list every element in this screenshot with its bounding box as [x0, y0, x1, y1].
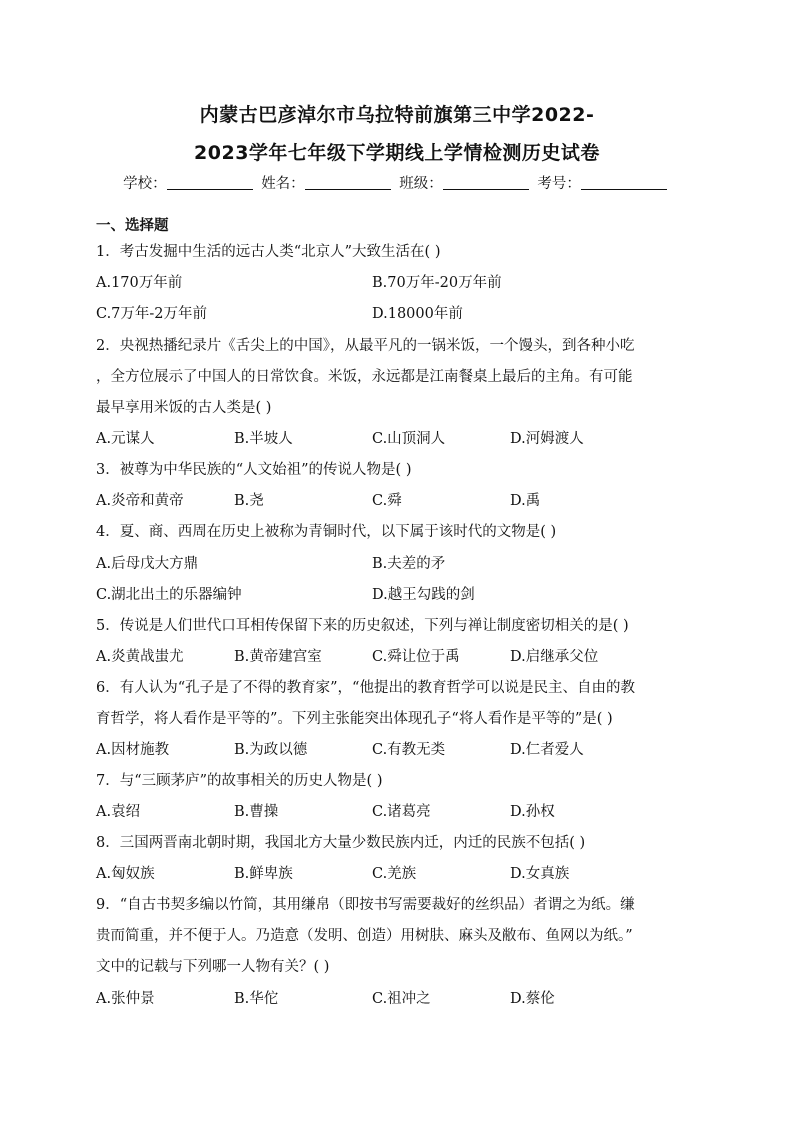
student-info-row [0, 172, 794, 193]
school-label: 学校： [123, 176, 167, 192]
q3-option-c: C.舜 [372, 493, 402, 509]
class-blank[interactable] [443, 175, 529, 190]
question-2-text-line-2: ，全方位展示了中国人的日常饮食。米饭，永远都是江南餐桌上最后的主角。有可能 [96, 369, 633, 385]
q9-option-b: B.华佗 [234, 991, 279, 1007]
exam-title-line-1: 内蒙古巴彦淖尔市乌拉特前旗第三中学2022- [199, 104, 595, 126]
question-9-text-line-3: 文中的记载与下列哪一人物有关？( ) [96, 959, 330, 975]
number-blank[interactable] [581, 175, 667, 190]
q3-option-d: D.禹 [510, 493, 541, 509]
q8-option-c: C.羌族 [372, 866, 417, 882]
q5-option-b: B.黄帝建宫室 [234, 649, 322, 665]
section-heading: 一、选择题 [96, 218, 169, 234]
q6-option-d: D.仁者爱人 [510, 742, 584, 758]
q8-option-a: A.匈奴族 [96, 866, 155, 882]
q6-option-a: A.因材施教 [96, 742, 170, 758]
question-6-text-line-2: 育哲学，将人看作是平等的”。下列主张能突出体现孔子“将人看作是平等的”是( ) [96, 711, 613, 727]
q6-option-b: B.为政以德 [234, 742, 308, 758]
q9-option-d: D.蔡伦 [510, 991, 555, 1007]
q7-option-d: D.孙权 [510, 804, 555, 820]
q4-option-d: D.越王勾践的剑 [372, 587, 475, 603]
question-9-text-line-1: 9．“自古书契多编以竹简，其用缣帛（即按书写需要裁好的丝织品）者谓之为纸。缣 [96, 897, 635, 913]
question-4-text: 4．夏、商、西周在历史上被称为青铜时代，以下属于该时代的文物是( ) [96, 524, 557, 540]
number-label: 考号： [537, 176, 581, 192]
exam-title-line-2: 2023学年七年级下学期线上学情检测历史试卷 [194, 142, 600, 164]
q4-option-a: A.后母戊大方鼎 [96, 556, 199, 572]
question-2-text-line-3: 最早享用米饭的古人类是( ) [96, 400, 272, 416]
name-label: 姓名： [261, 176, 305, 192]
q1-option-b: B.70万年-20万年前 [372, 275, 502, 291]
question-2-text-line-1: 2．央视热播纪录片《舌尖上的中国》，从最平凡的一锅米饭，一个馒头，到各种小吃 [96, 338, 635, 354]
q9-option-a: A.张仲景 [96, 991, 155, 1007]
school-blank[interactable] [167, 175, 253, 190]
q8-option-b: B.鲜卑族 [234, 866, 293, 882]
q1-option-d: D.18000年前 [372, 306, 463, 322]
question-7-text: 7．与“三顾茅庐”的故事相关的历史人物是( ) [96, 773, 383, 789]
q2-option-d: D.河姆渡人 [510, 431, 584, 447]
q2-option-a: A.元谋人 [96, 431, 155, 447]
q5-option-d: D.启继承父位 [510, 649, 599, 665]
question-3-text: 3．被尊为中华民族的“人文始祖”的传说人物是( ) [96, 462, 412, 478]
q4-option-b: B.夫差的矛 [372, 556, 446, 572]
q4-option-c: C.湖北出土的乐器编钟 [96, 587, 242, 603]
q7-option-c: C.诸葛亮 [372, 804, 431, 820]
question-8-text: 8．三国两晋南北朝时期，我国北方大量少数民族内迁，内迁的民族不包括( ) [96, 835, 586, 851]
q5-option-c: C.舜让位于禹 [372, 649, 460, 665]
question-1-text: 1．考古发掘中生活的远古人类“北京人”大致生活在( ) [96, 244, 441, 260]
q7-option-a: A.袁绍 [96, 804, 141, 820]
q1-option-c: C.7万年-2万年前 [96, 306, 208, 322]
question-9-text-line-2: 贵而简重，并不便于人。乃造意（发明、创造）用树肤、麻头及敝布、鱼网以为纸。” [96, 928, 633, 944]
q7-option-b: B.曹操 [234, 804, 279, 820]
q9-option-c: C.祖冲之 [372, 991, 431, 1007]
q8-option-d: D.女真族 [510, 866, 570, 882]
name-blank[interactable] [305, 175, 391, 190]
question-5-text: 5．传说是人们世代口耳相传保留下来的历史叙述，下列与禅让制度密切相关的是( ) [96, 618, 629, 634]
q3-option-a: A.炎帝和黄帝 [96, 493, 184, 509]
q2-option-b: B.半坡人 [234, 431, 293, 447]
q3-option-b: B.尧 [234, 493, 264, 509]
q5-option-a: A.炎黄战蚩尤 [96, 649, 184, 665]
q6-option-c: C.有教无类 [372, 742, 446, 758]
q1-option-a: A.170万年前 [96, 275, 183, 291]
question-6-text-line-1: 6．有人认为“孔子是了不得的教育家”，“他提出的教育哲学可以说是民主、自由的教 [96, 680, 635, 696]
q2-option-c: C.山顶洞人 [372, 431, 446, 447]
class-label: 班级： [399, 176, 443, 192]
